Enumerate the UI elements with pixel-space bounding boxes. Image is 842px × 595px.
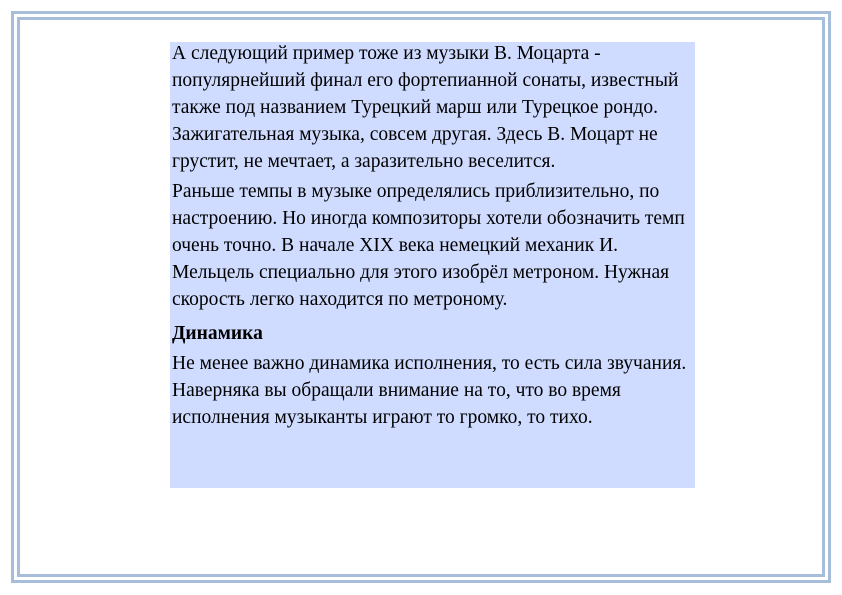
paragraph-dynamics: Не менее важно динамика исполнения, то есть сила звучания. Наверняка вы обращали внимание на то, что во время исполнения музыканты играют то громко, то тихо.: [172, 353, 687, 428]
text-box[interactable]: [170, 42, 695, 488]
section-heading-dynamics: Динамика: [172, 323, 263, 344]
paragraph-metronome: Раньше темпы в музыке определялись приблизительно, по настроению. Но иногда композиторы хотели обозначить темп очень точно. В начале XIX века немецкий механик И. Мельцель специально для этого изобрёл метроном. Нужная скорость легко находится по метроному.: [172, 181, 685, 310]
paragraph-mozart: А следующий пример тоже из музыки В. Моцарта - популярнейший финал его фортепианной сонаты, известный также под названием Турецкий марш или Турецкое рондо. Зажигательная музыка, совсем другая. Здесь В. Моцарт не грустит, не мечтает, а заразительно веселится.: [172, 43, 679, 172]
